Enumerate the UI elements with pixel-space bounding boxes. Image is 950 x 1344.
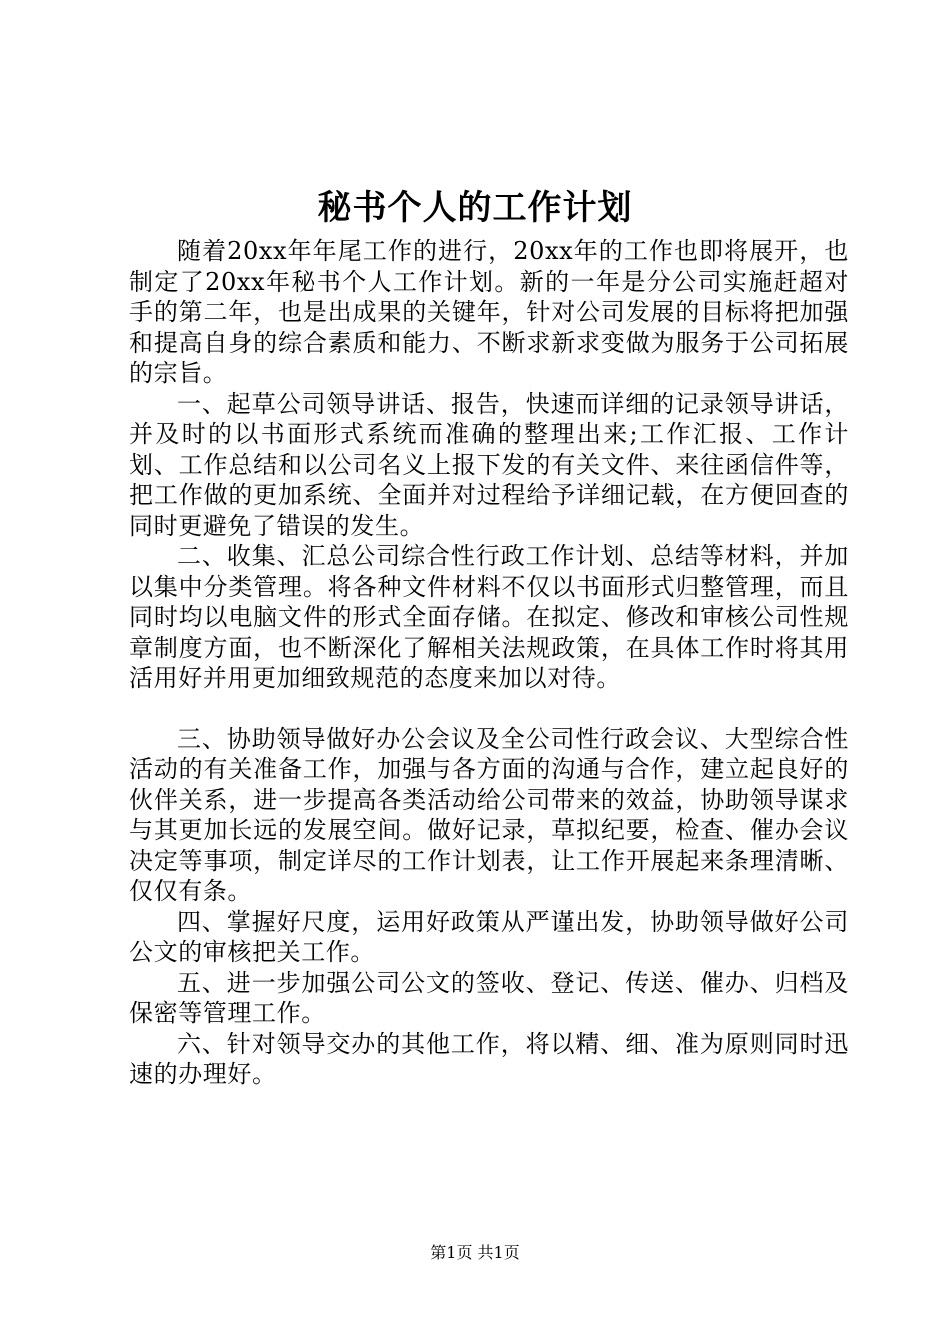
- paragraph-item-6: 六、针对领导交办的其他工作，将以精、细、准为原则同时迅速的办理好。: [129, 1029, 849, 1088]
- paragraph-intro: 随着20xx年年尾工作的进行，20xx年的工作也即将展开，也制定了20xx年秘书个人工作计划。新的一年是分公司实施赶超对手的第二年，也是出成果的关键年，针对公司发展的目标将把加强和提高自身的综合素质和能力、不断求新求变做为服务于公司拓展的宗旨。: [129, 237, 849, 387]
- document-body: [129, 236, 849, 1090]
- page-footer: 第1页 共1页: [430, 1243, 520, 1262]
- paragraph-item-5: 五、进一步加强公司公文的签收、登记、传送、催办、归档及保密等管理工作。: [129, 968, 849, 1027]
- paragraph-item-2: 二、收集、汇总公司综合性行政工作计划、总结等材料，并加以集中分类管理。将各种文件材料不仅以书面形式归整管理，而且同时均以电脑文件的形式全面存储。在拟定、修改和审核公司性规章制度方面，也不断深化了解相关法规政策，在具体工作时将其用活用好并用更加细致规范的态度来加以对待。: [129, 542, 849, 692]
- paragraph-gap: [129, 694, 849, 724]
- paragraph-item-1: 一、起草公司领导讲话、报告，快速而详细的记录领导讲话，并及时的以书面形式系统而准确的整理出来;工作汇报、工作计划、工作总结和以公司名义上报下发的有关文件、来往函信件等，把工作做的更加系统、全面并对过程给予详细记载，在方便回查的同时更避免了错误的发生。: [129, 389, 849, 540]
- document-title: 秘书个人的工作计划: [317, 188, 633, 228]
- paragraph-item-4: 四、掌握好尺度，运用好政策从严谨出发，协助领导做好公司公文的审核把关工作。: [129, 907, 849, 966]
- paragraph-item-3: 三、协助领导做好办公会议及全公司性行政会议、大型综合性活动的有关准备工作，加强与各方面的沟通与合作，建立起良好的伙伴关系，进一步提高各类活动给公司带来的效益，协助领导谋求与其更加长远的发展空间。做好记录，草拟纪要，检查、催办会议决定等事项，制定详尽的工作计划表，让工作开展起来条理清晰、仅仅有条。: [129, 724, 849, 905]
